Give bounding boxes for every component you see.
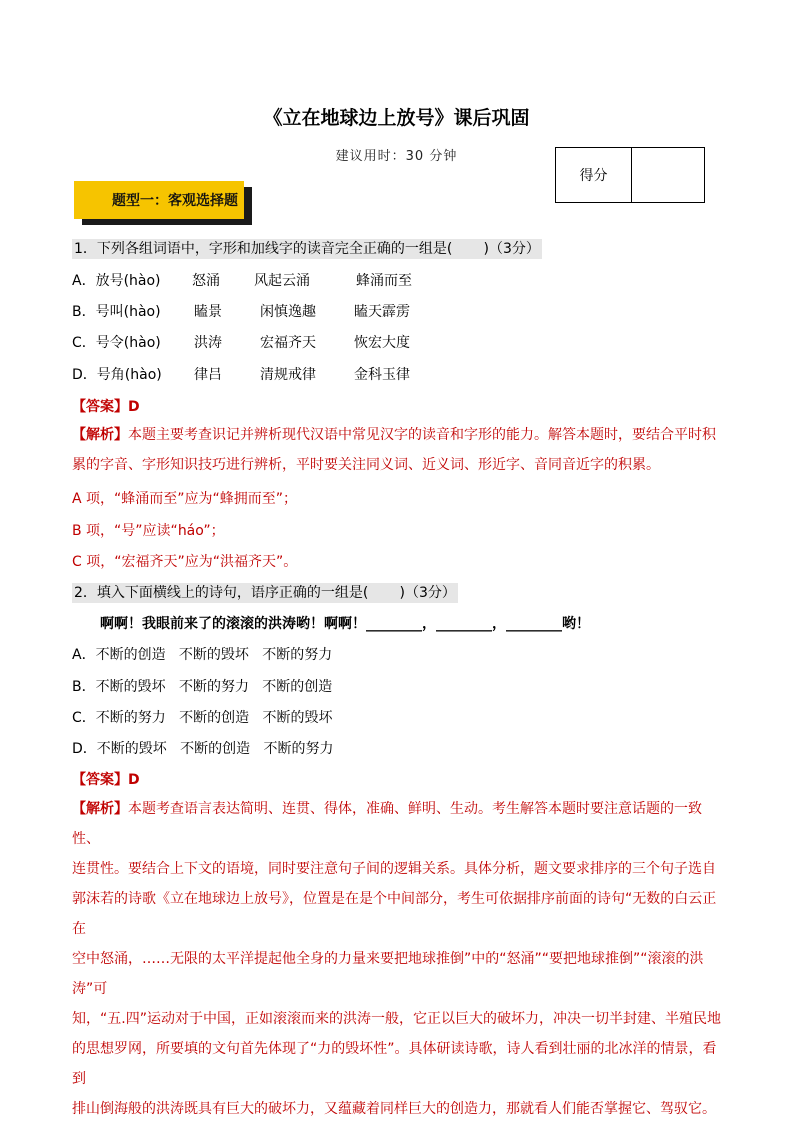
q1-d-1: 律吕 [194, 367, 222, 383]
q1-b-0: B．号叫(hào) [72, 304, 161, 320]
score-label: 得分 [556, 148, 632, 202]
banner-label: 题型一：客观选择题 [74, 181, 244, 219]
q1-c-0: C．号令(hào) [72, 335, 161, 351]
q2-option-c: C．不断的努力 不断的创造 不断的毁坏 [72, 710, 333, 726]
q2-option-a: A．不断的创造 不断的毁坏 不断的努力 [72, 647, 333, 663]
q2-analysis-line-6: 排山倒海般的洪涛既具有巨大的破坏力，又蕴藏着同样巨大的创造力，那就看人们能否掌握它、驾驭它。 [72, 1101, 716, 1117]
suggested-time: 建议用时：30 分钟 [335, 149, 458, 164]
q2-analysis-line-5: 的思想罗网，所要填的文句首先体现了“力的毁坏性”。具体研读诗歌，诗人看到壮丽的北冰洋的情景，看到 [72, 1041, 717, 1087]
q1-c-2: 宏福齐天 [260, 335, 316, 351]
page-title: 《立在地球边上放号》课后巩固 [263, 107, 530, 129]
q2-analysis-tag: 【解析】 [72, 801, 128, 817]
q2-poem: 啊啊！我眼前来了的滚滚的洪涛哟！啊啊！________，________，________哟！ [100, 616, 590, 632]
q1-analysis-line-1: 累的字音、字形知识技巧进行辨析，平时要关注同义词、近义词、形近字、音同音近字的积累。 [72, 457, 660, 473]
q1-a-1: 怒涌 [192, 273, 220, 289]
q2-analysis-line-4: 知，“五.四”运动对于中国，正如滚滚而来的洪涛一般，它正以巨大的破坏力，冲决一切半封建、半殖民地 [72, 1011, 721, 1027]
q2-analysis-line-0: 本题考查语言表达简明、连贯、得体，准确、鲜明、生动。考生解答本题时要注意话题的一致性、 [72, 801, 702, 847]
q1-option-a [72, 270, 412, 290]
q1-c-3: 恢宏大度 [354, 335, 410, 351]
score-value-cell[interactable] [632, 148, 704, 202]
q2-stem-end: )（3分） [399, 585, 456, 601]
q1-c-1: 洪涛 [194, 335, 222, 351]
q1-b-3: 瞌天霹雳 [354, 304, 410, 320]
q1-stem-end: )（3分） [483, 241, 540, 257]
q1-stem-text: 1．下列各组词语中，字形和加线字的读音完全正确的一组是( [74, 241, 453, 257]
q2-option-d: D．不断的毁坏 不断的创造 不断的努力 [72, 741, 334, 757]
q1-answer: 【答案】D [72, 399, 140, 415]
q1-d-2: 清规戒律 [260, 367, 316, 383]
q2-answer: 【答案】D [72, 772, 140, 788]
q2-analysis-line-1: 连贯性。要结合上下文的语境，同时要注意句子间的逻辑关系。具体分析，题文要求排序的三个句子选自 [72, 861, 716, 877]
section-banner [74, 181, 252, 225]
q2-stem-text: 2．填入下面横线上的诗句，语序正确的一组是( [74, 585, 369, 601]
q2-stem [72, 582, 458, 602]
q1-a-0: A．放号(hào) [72, 273, 161, 289]
q1-b-1: 瞌景 [194, 304, 222, 320]
score-box [555, 147, 705, 203]
q1-option-d [72, 364, 410, 384]
q2-option-b: B．不断的毁坏 不断的努力 不断的创造 [72, 679, 333, 695]
q1-analysis-tag: 【解析】 [72, 427, 128, 443]
q1-note-a: A 项，“蜂涌而至”应为“蜂拥而至”； [72, 491, 298, 507]
q2-analysis-line-3: 空中怒涌，……无限的太平洋提起他全身的力量来要把地球推倒”中的“怒涌”“要把地球推倒”“滚滚的洪涛”可 [72, 951, 704, 997]
q1-d-0: D．号角(hào) [72, 367, 162, 383]
q1-option-c [72, 332, 410, 352]
q1-d-3: 金科玉律 [354, 367, 410, 383]
q1-analysis [72, 420, 722, 480]
q1-a-3: 蜂涌而至 [356, 273, 412, 289]
q1-option-b [72, 301, 410, 321]
q1-note-c: C 项，“宏福齐天”应为“洪福齐天”。 [72, 554, 298, 570]
q2-analysis [72, 794, 722, 1124]
q1-b-2: 闲慎逸趣 [260, 304, 316, 320]
q1-note-b: B 项，“号”应读“háo”； [72, 523, 225, 539]
q1-stem [72, 238, 542, 258]
q2-analysis-line-2: 郭沫若的诗歌《立在地球边上放号》，位置是在是个中间部分，考生可依据排序前面的诗句“无数的白云正在 [72, 891, 717, 937]
q1-analysis-line-0: 本题主要考查识记并辨析现代汉语中常见汉字的读音和字形的能力。解答本题时，要结合平时积 [128, 427, 716, 443]
q1-a-2: 风起云涌 [254, 273, 310, 289]
